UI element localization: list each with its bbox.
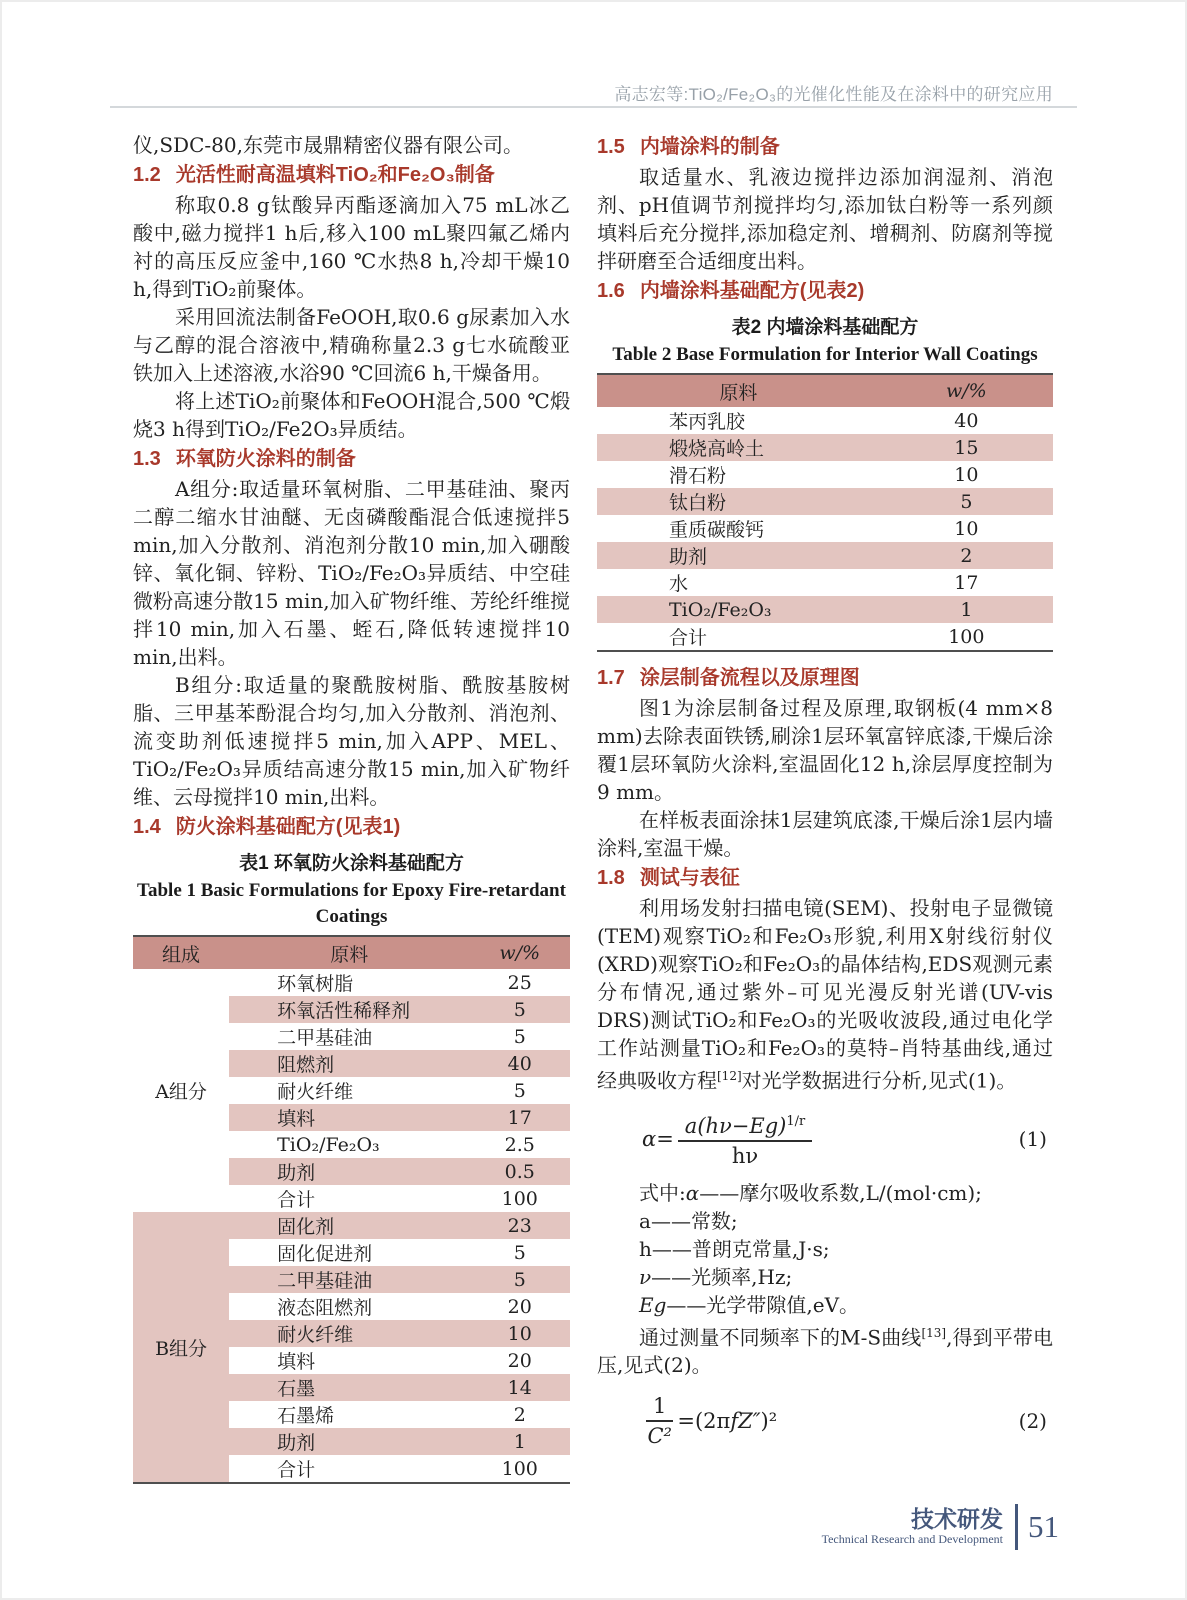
group-label-cell: B组分 bbox=[133, 1212, 229, 1483]
value-cell: 23 bbox=[469, 1212, 570, 1239]
ingredient-cell: 二甲基硅油 bbox=[229, 1266, 469, 1293]
definition-text: ——常数; bbox=[650, 1208, 738, 1233]
table-1-caption-en: Table 1 Basic Formulations for Epoxy Fire-retardant bbox=[137, 880, 566, 901]
fraction-denominator: C² bbox=[647, 1424, 672, 1449]
section-title: 测试与表征 bbox=[639, 867, 740, 889]
section-title: 内墙涂料基础配方(见表2) bbox=[639, 280, 865, 302]
footer-divider bbox=[1015, 1504, 1018, 1550]
ingredient-cell: 煅烧高岭土 bbox=[597, 434, 880, 461]
value-cell: 100 bbox=[501, 1187, 538, 1210]
definition-symbol: a bbox=[639, 1208, 651, 1233]
ingredient-cell: 填料 bbox=[277, 1351, 316, 1373]
section-title: 内墙涂料的制备 bbox=[639, 136, 780, 158]
ingredient-cell: 滑石粉 bbox=[669, 465, 727, 487]
ingredient-cell: 石墨烯 bbox=[277, 1405, 335, 1427]
table-row bbox=[597, 461, 1053, 488]
paragraph: 称取0.8 g钛酸异丙酯逐滴加入75 mL冰乙酸中,磁力搅拌1 h后,移入100 mL聚四氟乙烯内衬的高压反应釜中,160 ℃水热8 h,冷却干燥10 h,得到TiO₂前聚体。 bbox=[133, 193, 570, 301]
value-cell: 10 bbox=[469, 1320, 570, 1347]
value-cell: 5 bbox=[513, 1079, 526, 1102]
ingredient-cell: 环氧活性稀释剂 bbox=[229, 996, 469, 1023]
section-number: 1.4 bbox=[133, 816, 161, 838]
paragraph: 图1为涂层制备过程及原理,取钢板(4 mm×8 mm)去除表面铁锈,刷涂1层环氧富锌底漆,干燥后涂覆1层环氧防火涂料,室温固化12 h,涂层厚度控制为9 mm。 bbox=[597, 696, 1053, 804]
exponent: 1/r bbox=[786, 1113, 806, 1129]
ingredient-cell: 填料 bbox=[229, 1104, 469, 1131]
table-2-interior-wall-formulation bbox=[597, 373, 1053, 652]
table-1-caption bbox=[133, 850, 570, 930]
column-header: 原料 bbox=[229, 936, 469, 969]
value-cell: 17 bbox=[954, 571, 979, 594]
definition-symbol: ν bbox=[639, 1264, 652, 1289]
reference-superscript: [13] bbox=[921, 1325, 947, 1340]
page-footer bbox=[822, 1504, 1059, 1550]
value-cell: 2 bbox=[513, 1403, 526, 1426]
paragraph bbox=[597, 1319, 1053, 1380]
section-1-2-heading bbox=[133, 161, 570, 189]
value-cell: 5 bbox=[880, 488, 1053, 515]
table-header-row bbox=[597, 374, 1053, 407]
value-cell: 10 bbox=[954, 463, 979, 486]
equation-number: (1) bbox=[1018, 1126, 1047, 1151]
definition-line bbox=[597, 1179, 1053, 1207]
column-left bbox=[133, 131, 570, 1484]
table-2-caption-en: Table 2 Base Formulation for Interior Wall Coatings bbox=[612, 344, 1038, 365]
ingredient-cell: 石墨 bbox=[229, 1374, 469, 1401]
section-title: 环氧防火涂料的制备 bbox=[175, 448, 356, 470]
value-cell: 5 bbox=[513, 1241, 526, 1264]
group-label-cell: A组分 bbox=[155, 1081, 207, 1103]
value-cell: 17 bbox=[469, 1104, 570, 1131]
value-cell: 100 bbox=[948, 625, 985, 648]
column-header: w/% bbox=[469, 936, 570, 969]
section-1-8-heading bbox=[597, 864, 1053, 892]
equation-text: )² bbox=[760, 1409, 778, 1434]
value-cell: 14 bbox=[469, 1374, 570, 1401]
section-1-4-heading bbox=[133, 813, 570, 841]
definition-symbol: Eg bbox=[639, 1292, 667, 1317]
paragraph: B组分:取适量的聚酰胺树脂、酰胺基胺树脂、三甲基苯酚混合均匀,加入分散剂、消泡剂、流变助剂低速搅拌5 min,加入APP、MEL、TiO₂/Fe₂O₃异质结高速分散15 min,加入矿物纤维、云母搅拌10 min,出料。 bbox=[133, 673, 570, 809]
section-number: 1.7 bbox=[597, 667, 625, 689]
value-cell: 5 bbox=[513, 1025, 526, 1048]
table-row bbox=[597, 434, 1053, 461]
table-1-caption-cn: 表1 环氧防火涂料基础配方 bbox=[239, 853, 464, 874]
page-number: 51 bbox=[1028, 1509, 1059, 1544]
footer-section-label bbox=[822, 1507, 1003, 1547]
paragraph-text: 对光学数据进行分析,见式(1)。 bbox=[741, 1068, 1017, 1093]
section-1-3-heading bbox=[133, 445, 570, 473]
page-content bbox=[133, 131, 1053, 1484]
definition-line bbox=[597, 1291, 1053, 1319]
column-right bbox=[597, 131, 1053, 1484]
definition-line bbox=[597, 1263, 1053, 1291]
value-cell: 40 bbox=[954, 409, 979, 432]
ingredient-cell: 助剂 bbox=[597, 542, 880, 569]
paragraph-text: 利用场发射扫描电镜(SEM)、投射电子显微镜(TEM)观察TiO₂和Fe₂O₃形貌,利用X射线衍射仪(XRD)观察TiO₂和Fe₂O₃的晶体结构,EDS观测元素分布情况,通过紫外–可见光漫反射光谱(UV-vis DRS)测试TiO₂和Fe₂O₃的光吸收波段,通过电化学工作站测量TiO₂和Fe₂O₃的莫特–肖特基曲线,通过经典吸收方程 bbox=[597, 896, 1053, 1093]
value-cell: 10 bbox=[954, 517, 979, 540]
ingredient-cell: 固化促进剂 bbox=[277, 1243, 373, 1265]
table-2-caption-cn: 表2 内墙涂料基础配方 bbox=[731, 317, 919, 338]
value-cell: 20 bbox=[507, 1295, 532, 1318]
ingredient-cell: 合计 bbox=[669, 627, 708, 649]
section-1-5-heading bbox=[597, 133, 1053, 161]
section-title: 涂层制备流程以及原理图 bbox=[639, 667, 860, 689]
table-2-caption bbox=[597, 314, 1053, 368]
ingredient-cell: 耐火纤维 bbox=[277, 1081, 354, 1103]
paragraph: 将上述TiO₂前聚体和FeOOH混合,500 ℃煅烧3 h得到TiO₂/Fe2O₃异质结。 bbox=[133, 389, 570, 441]
running-head: 高志宏等:TiO₂/Fe₂O₃的光催化性能及在涂料中的研究应用 bbox=[614, 85, 1053, 104]
paragraph bbox=[597, 894, 1053, 1095]
table-1-epoxy-formulation bbox=[133, 935, 570, 1484]
definition-line bbox=[597, 1207, 1053, 1235]
table-row bbox=[597, 488, 1053, 515]
equation-operator: =(2π bbox=[677, 1409, 731, 1434]
section-1-6-heading bbox=[597, 277, 1053, 305]
fraction-numerator: 1 bbox=[646, 1395, 673, 1422]
value-cell: 1 bbox=[880, 596, 1053, 623]
section-1-7-heading bbox=[597, 664, 1053, 692]
column-header: 原料 bbox=[597, 374, 880, 407]
section-number: 1.6 bbox=[597, 280, 625, 302]
equation-number: (2) bbox=[1018, 1409, 1047, 1434]
footer-label-cn: 技术研发 bbox=[911, 1506, 1003, 1532]
ingredient-cell: 二甲基硅油 bbox=[277, 1027, 373, 1049]
ingredient-cell: 固化剂 bbox=[229, 1212, 469, 1239]
ingredient-cell: 液态阻燃剂 bbox=[277, 1297, 373, 1319]
ingredient-cell: 合计 bbox=[277, 1189, 316, 1211]
value-cell: 40 bbox=[469, 1050, 570, 1077]
value-cell: 20 bbox=[507, 1349, 532, 1372]
paragraph-continuation: 仪,SDC-80,东莞市晟鼎精密仪器有限公司。 bbox=[133, 133, 523, 157]
value-cell: 1 bbox=[469, 1428, 570, 1455]
column-header: w/% bbox=[880, 374, 1053, 407]
fraction bbox=[646, 1395, 673, 1447]
definition-prefix: 式中: bbox=[639, 1180, 686, 1205]
paragraph: 在样板表面涂抹1层建筑底漆,干燥后涂1层内墙涂料,室温干燥。 bbox=[597, 808, 1053, 860]
table-row bbox=[597, 569, 1053, 596]
table-row bbox=[133, 969, 570, 996]
ingredient-cell: 阻燃剂 bbox=[229, 1050, 469, 1077]
reference-superscript: [12] bbox=[717, 1069, 742, 1083]
ingredient-cell: 环氧树脂 bbox=[277, 973, 354, 995]
ingredient-cell: 耐火纤维 bbox=[229, 1320, 469, 1347]
header-rule bbox=[110, 106, 1077, 108]
ingredient-cell: TiO₂/Fe₂O₃ bbox=[597, 596, 880, 623]
section-title: 光活性耐高温填料TiO₂和Fe₂O₃制备 bbox=[175, 164, 495, 186]
section-title: 防火涂料基础配方(见表1) bbox=[175, 816, 401, 838]
value-cell: 15 bbox=[880, 434, 1053, 461]
definition-line bbox=[597, 1235, 1053, 1263]
ingredient-cell: 钛白粉 bbox=[597, 488, 880, 515]
table-row bbox=[133, 1212, 570, 1239]
value-cell: 2.5 bbox=[504, 1133, 535, 1156]
definition-symbol: α bbox=[685, 1180, 700, 1205]
equation-operator: = bbox=[656, 1126, 674, 1151]
fraction-denominator: hν bbox=[731, 1143, 759, 1168]
ingredient-cell: 苯丙乳胶 bbox=[669, 411, 746, 433]
table-row bbox=[597, 623, 1053, 651]
paragraph-text: ,得到平带电压,见式(2)。 bbox=[597, 1325, 1054, 1378]
value-cell: 100 bbox=[501, 1457, 538, 1480]
value-cell: 2 bbox=[880, 542, 1053, 569]
table-row bbox=[597, 596, 1053, 623]
numerator-text: a(hν−Eg) bbox=[684, 1113, 787, 1138]
value-cell: 5 bbox=[469, 1266, 570, 1293]
paragraph: 采用回流法制备FeOOH,取0.6 g尿素加入水与乙醇的混合溶液中,精确称量2.3 g七水硫酸亚铁加入上述溶液,水浴90 ℃回流6 h,干燥备用。 bbox=[133, 305, 570, 385]
paragraph: 取适量水、乳液边搅拌边添加润湿剂、消泡剂、pH值调节剂搅拌均匀,添加钛白粉等一系列颜填料后充分搅拌,添加稳定剂、增稠剂、防腐剂等搅拌研磨至合适细度出料。 bbox=[597, 165, 1053, 273]
table-row bbox=[597, 542, 1053, 569]
column-header: 组成 bbox=[133, 936, 229, 969]
table-row bbox=[597, 407, 1053, 434]
ingredient-cell: 合计 bbox=[277, 1459, 316, 1481]
definition-text: ——摩尔吸收系数,L/(mol·cm); bbox=[699, 1180, 982, 1205]
paragraph-text: 通过测量不同频率下的M-S曲线 bbox=[639, 1325, 922, 1350]
fraction bbox=[678, 1111, 812, 1167]
equation-symbol: fZ″ bbox=[730, 1409, 761, 1434]
section-number: 1.2 bbox=[133, 164, 161, 186]
definition-text: ——普朗克常量,J·s; bbox=[651, 1236, 830, 1261]
table-header-row bbox=[133, 936, 570, 969]
footer-label-en: Technical Research and Development bbox=[821, 1532, 1003, 1546]
ingredient-cell: 助剂 bbox=[229, 1158, 469, 1185]
equation-1 bbox=[642, 1111, 1053, 1167]
section-number: 1.3 bbox=[133, 448, 161, 470]
value-cell: 0.5 bbox=[469, 1158, 570, 1185]
equation-2 bbox=[642, 1395, 1053, 1447]
ingredient-cell: 水 bbox=[669, 573, 689, 595]
equation-symbol: α bbox=[642, 1126, 657, 1151]
value-cell: 25 bbox=[507, 971, 532, 994]
paragraph: A组分:取适量环氧树脂、二甲基硅油、聚丙二醇二缩水甘油醚、无卤磷酸酯混合低速搅拌5 min,加入分散剂、消泡剂分散10 min,加入硼酸锌、氧化铜、锌粉、TiO₂/Fe₂O₃异质结、中空硅微粉高速分散15 min,加入矿物纤维、芳纶纤维搅拌10 min,加入石墨、蛭石,降低转速搅拌10 min,出料。 bbox=[133, 477, 570, 669]
fraction-numerator bbox=[678, 1111, 812, 1142]
table-1-caption-en2: Coatings bbox=[315, 906, 388, 927]
ingredient-cell: TiO₂/Fe₂O₃ bbox=[277, 1133, 380, 1156]
definition-text: ——光频率,Hz; bbox=[651, 1264, 793, 1289]
definition-symbol: h bbox=[639, 1236, 652, 1261]
value-cell: 5 bbox=[469, 996, 570, 1023]
ingredient-cell: 重质碳酸钙 bbox=[669, 519, 765, 541]
table-row bbox=[597, 515, 1053, 542]
definition-text: ——光学带隙值,eV。 bbox=[666, 1292, 860, 1317]
section-number: 1.5 bbox=[597, 136, 625, 158]
section-number: 1.8 bbox=[597, 867, 625, 889]
ingredient-cell: 助剂 bbox=[229, 1428, 469, 1455]
